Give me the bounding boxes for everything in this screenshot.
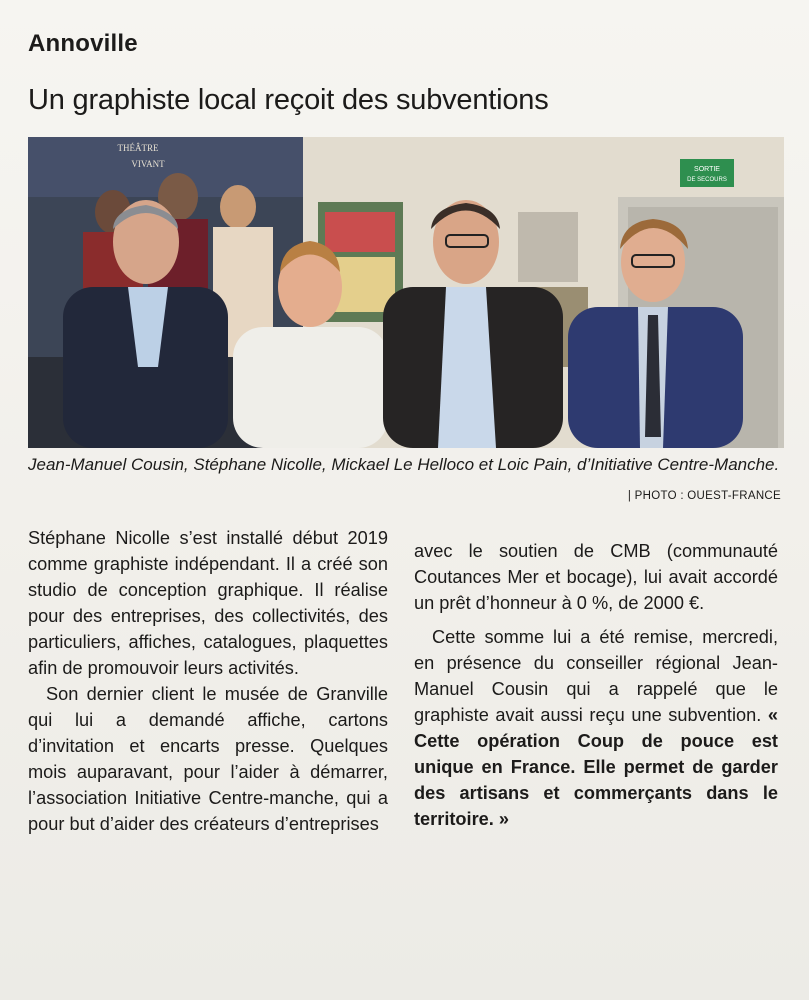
photo-credit: | PHOTO : OUEST-FRANCE xyxy=(627,490,781,502)
paragraph: avec le soutien de CMB (communauté Coutances Mer et bocage), lui avait accordé un prêt d’honneur à 0 %, de 2000 €. xyxy=(414,541,778,613)
paragraph-text: Cette somme lui a été remise, mercredi, en présence du conseiller régional Jean-Manuel Cousin qui a rappelé que le graphiste avait aussi reçu une subvention. xyxy=(414,627,778,725)
section-kicker: Annoville xyxy=(28,30,138,57)
article-photo xyxy=(28,137,784,448)
photo-caption: Jean-Manuel Cousin, Stéphane Nicolle, Mickael Le Helloco et Loic Pain, d’Initiative Centre-Manche. xyxy=(28,455,780,474)
column-2 xyxy=(414,538,778,832)
paragraph xyxy=(414,624,778,832)
quote: « Cette opération Coup de pouce est unique en France. Elle permet de garder des artisans et commerçants dans le territoire. » xyxy=(414,705,778,829)
svg-text:DE SECOURS: DE SECOURS xyxy=(687,177,727,183)
exit-sign-text: SORTIE xyxy=(694,166,720,173)
column-1 xyxy=(28,525,388,837)
paragraph: Son dernier client le musée de Granville qui lui a demandé affiche, cartons d’invitation et encarts presse. Quelques mois auparavant, pour l’aider à démarrer, l’association Initiative Centre-manche, qui a pour but d’aider des créateurs d’entreprises xyxy=(28,684,388,834)
svg-text:THÉÂTRE: THÉÂTRE xyxy=(117,143,159,153)
paragraph: Stéphane Nicolle s’est installé début 2019 comme graphiste indépendant. Il a créé son studio de conception graphique. Il réalise pour des entreprises, des collectivités, des particuliers, affiches, catalogues, plaquettes afin de promouvoir leurs activités. xyxy=(28,528,388,678)
article-headline: Un graphiste local reçoit des subventions xyxy=(28,84,549,116)
svg-text:VIVANT: VIVANT xyxy=(131,159,165,169)
